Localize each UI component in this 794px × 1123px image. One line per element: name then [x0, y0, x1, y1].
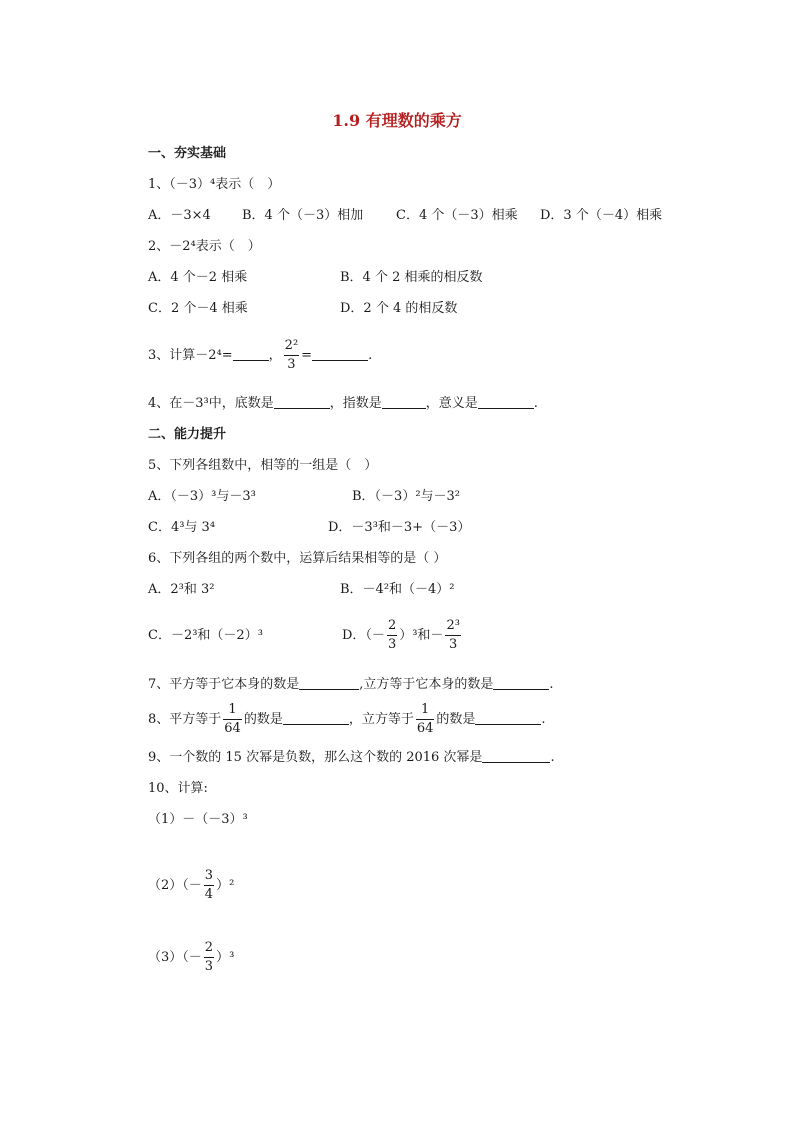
period: . [549, 677, 554, 692]
question-3 [148, 336, 372, 376]
question-8-text: 的数是 [243, 712, 283, 727]
fraction-denominator: 3 [204, 959, 214, 974]
question-7-prefix: 7、平方等于它本身的数是 [148, 677, 300, 692]
comma: ， [268, 348, 282, 363]
answer-blank [233, 348, 269, 361]
fraction-numerator: 2 [204, 939, 214, 958]
option-c: C．2 个－4 相乘 [148, 301, 248, 316]
fraction [387, 617, 397, 654]
question-5-stem: 5、下列各组数中，相等的一组是（ ） [148, 458, 378, 473]
fraction [223, 701, 242, 738]
question-4-text: ，意义是 [425, 396, 478, 411]
fraction-numerator: 1 [223, 701, 242, 720]
option-b: B．4 个（－3）相加 [242, 208, 364, 223]
equals: = [301, 348, 313, 363]
option-a: A．（－3）³与－3³ [148, 489, 256, 504]
question-10-stem: 10、计算: [148, 781, 208, 796]
fraction [204, 939, 214, 976]
question-9-text: 9、一个数的 15 次幂是负数，那么这个数的 2016 次幂是 [148, 750, 483, 765]
question-7-text: ,立方等于它本身的数是 [359, 677, 494, 692]
fraction-numerator: 3 [204, 867, 214, 886]
question-8-text: 的数是 [436, 712, 476, 727]
answer-blank [312, 348, 368, 361]
answer-blank [382, 396, 426, 409]
fraction [204, 867, 214, 904]
section-heading-basic: 一、夯实基础 [148, 146, 227, 161]
fraction [416, 701, 435, 738]
option-d: D．2 个 4 的相反数 [340, 301, 458, 316]
period: . [550, 750, 555, 765]
period: . [541, 712, 546, 727]
page-title: 1.9 有理数的乘方 [332, 111, 462, 130]
option-a: A．2³和 3² [148, 582, 215, 597]
fraction-numerator: 2³ [445, 617, 460, 636]
fraction [284, 337, 299, 374]
question-4-text: ，指数是 [329, 396, 382, 411]
question-10-part-2 [148, 866, 234, 906]
part-2-text: ）² [216, 878, 235, 893]
period: . [368, 348, 373, 363]
question-8-prefix: 8、平方等于 [148, 712, 222, 727]
question-9 [148, 750, 555, 766]
option-a: A．4 个－2 相乘 [148, 270, 248, 285]
fraction-numerator: 2 [387, 617, 397, 636]
fraction-denominator: 3 [287, 357, 296, 372]
question-10-part-3 [148, 938, 234, 978]
option-c: C．4 个（－3）相乘 [396, 208, 518, 223]
option-c: C．4³与 3⁴ [148, 520, 216, 535]
answer-blank [478, 396, 534, 409]
fraction-denominator: 3 [387, 637, 397, 652]
question-10-part-1: （1）－（－3）³ [148, 812, 248, 827]
fraction-denominator: 3 [449, 637, 458, 652]
question-3-prefix: 3、计算－2⁴= [148, 348, 233, 363]
answer-blank [475, 712, 541, 725]
option-c: C．－2³和（－2）³ [148, 628, 263, 643]
question-8 [148, 700, 546, 740]
answer-blank [274, 396, 330, 409]
fraction-denominator: 64 [224, 721, 241, 736]
option-d-text: D．（－ [342, 628, 385, 643]
option-d: D．－3³和－3+（－3） [328, 520, 471, 535]
fraction [445, 617, 460, 654]
answer-blank [493, 677, 549, 690]
question-4 [148, 396, 538, 412]
part-2-text: （2）（－ [148, 878, 202, 893]
fraction-denominator: 64 [416, 721, 434, 736]
question-2-stem: 2、－2⁴表示（ ） [148, 239, 261, 254]
fraction-denominator: 4 [204, 887, 214, 902]
part-3-text: （3）（－ [148, 950, 202, 965]
answer-blank [283, 712, 349, 725]
option-b: B．－4²和（－4）² [340, 582, 455, 597]
option-d-text: ）³和－ [399, 628, 444, 643]
option-a: A．－3×4 [148, 208, 211, 223]
option-d: D．3 个（－4）相乘 [540, 208, 663, 223]
option-b: B．（－3）²与－3² [352, 489, 461, 504]
section-heading-advanced: 二、能力提升 [148, 427, 227, 442]
period: . [533, 396, 538, 411]
question-1-stem: 1、（－3）⁴表示（ ） [148, 177, 281, 192]
fraction-numerator: 2² [284, 337, 299, 356]
part-3-text: ）³ [216, 950, 235, 965]
answer-blank [299, 677, 359, 690]
option-d [342, 616, 463, 656]
question-4-prefix: 4、在－3³中，底数是 [148, 396, 274, 411]
answer-blank [482, 750, 550, 763]
question-8-text: ，立方等于 [348, 712, 414, 727]
question-7 [148, 677, 554, 693]
question-6-stem: 6、下列各组的两个数中，运算后结果相等的是（ ） [148, 551, 447, 566]
fraction-numerator: 1 [416, 701, 435, 720]
option-b: B．4 个 2 相乘的相反数 [340, 270, 483, 285]
